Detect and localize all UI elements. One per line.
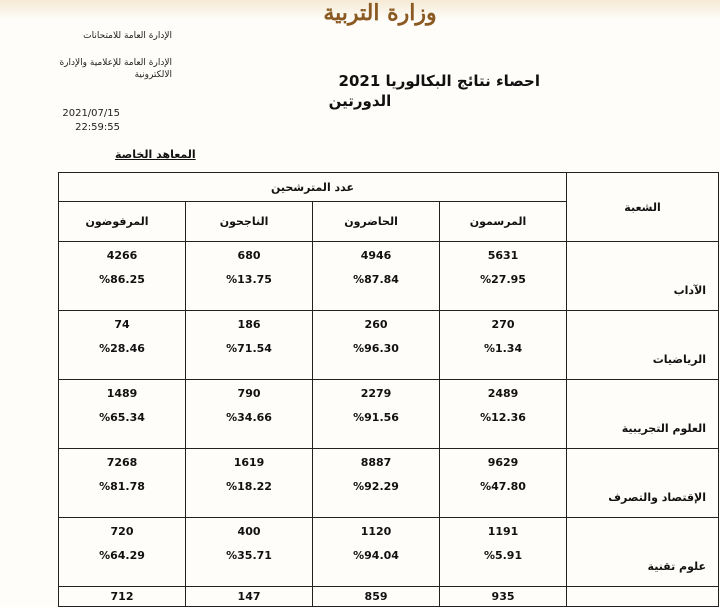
table-row <box>59 311 719 380</box>
rejected-percent: %86.25 <box>99 273 145 286</box>
passed-cell <box>186 518 313 587</box>
present-percent: %91.56 <box>353 411 399 424</box>
branch-cell <box>567 587 719 607</box>
registered-count: 5631 <box>487 249 519 262</box>
passed-count: 186 <box>237 318 261 331</box>
registered-count: 2489 <box>487 387 519 400</box>
branch-name: علوم تقنية <box>567 518 719 587</box>
passed-percent: %71.54 <box>226 342 272 355</box>
rejected-cell <box>59 518 186 587</box>
results-table <box>58 172 719 607</box>
branch-name: الرياضيات <box>567 311 719 380</box>
registered-percent: %12.36 <box>480 411 526 424</box>
passed-count: 147 <box>237 589 261 603</box>
registered-cell <box>440 587 567 607</box>
present-count: 2279 <box>360 387 392 400</box>
ministry-logo-text: وزارة التربية <box>323 0 437 26</box>
col-header-registered: المرسمون <box>440 202 567 242</box>
rejected-count: 712 <box>110 589 134 603</box>
present-cell <box>313 449 440 518</box>
passed-cell <box>186 380 313 449</box>
registered-cell <box>440 380 567 449</box>
registered-cell <box>440 449 567 518</box>
rejected-count: 74 <box>114 318 130 331</box>
registered-count: 1191 <box>487 525 519 538</box>
passed-cell <box>186 311 313 380</box>
candidates-group-header: عدد المترشحين <box>59 173 567 202</box>
branch-name: العلوم التجريبية <box>567 380 719 449</box>
branch-column-header: الشعبة <box>567 173 719 242</box>
department-it: الإدارة العامة للإعلامية والإدارة الالكترونية <box>59 58 172 80</box>
registered-percent: %5.91 <box>483 549 523 562</box>
present-cell <box>313 311 440 380</box>
table-row-partial <box>59 587 719 607</box>
table-row <box>59 449 719 518</box>
rejected-percent: %65.34 <box>99 411 145 424</box>
passed-percent: %35.71 <box>226 549 272 562</box>
present-cell <box>313 242 440 311</box>
registered-cell <box>440 242 567 311</box>
present-cell <box>313 587 440 607</box>
rejected-cell <box>59 242 186 311</box>
passed-cell <box>186 587 313 607</box>
rejected-cell <box>59 449 186 518</box>
passed-percent: %13.75 <box>226 273 272 286</box>
passed-percent: %34.66 <box>226 411 272 424</box>
present-count: 1120 <box>360 525 392 538</box>
branch-name: الآداب <box>567 242 719 311</box>
present-percent: %96.30 <box>353 342 399 355</box>
rejected-count: 1489 <box>106 387 138 400</box>
rejected-count: 4266 <box>106 249 138 262</box>
passed-count: 790 <box>237 387 261 400</box>
passed-count: 400 <box>237 525 261 538</box>
col-header-present: الحاضرون <box>313 202 440 242</box>
rejected-cell <box>59 311 186 380</box>
present-cell <box>313 380 440 449</box>
passed-cell <box>186 449 313 518</box>
passed-count: 1619 <box>233 456 265 469</box>
rejected-cell <box>59 587 186 607</box>
present-count: 859 <box>364 589 388 603</box>
present-percent: %94.04 <box>353 549 399 562</box>
table-row <box>59 380 719 449</box>
passed-cell <box>186 242 313 311</box>
registered-count: 9629 <box>487 456 519 469</box>
registered-percent: %27.95 <box>480 273 526 286</box>
present-count: 260 <box>364 318 388 331</box>
col-header-rejected: المرفوضون <box>59 202 186 242</box>
branch-name: الإقتصاد والتصرف <box>567 449 719 518</box>
print-time: 22:59:55 <box>75 122 120 133</box>
rejected-percent: %81.78 <box>99 480 145 493</box>
registered-percent: %47.80 <box>480 480 526 493</box>
present-percent: %87.84 <box>353 273 399 286</box>
rejected-cell <box>59 380 186 449</box>
registered-cell <box>440 518 567 587</box>
document-title: احصاء نتائج البكالوريا 2021 <box>338 72 540 90</box>
document-subtitle: الدورتين <box>328 92 392 110</box>
registered-count: 270 <box>491 318 515 331</box>
registered-cell <box>440 311 567 380</box>
table-header-row <box>59 173 719 202</box>
print-date: 2021/07/15 <box>62 108 120 119</box>
passed-count: 680 <box>237 249 261 262</box>
rejected-count: 720 <box>110 525 134 538</box>
rejected-percent: %28.46 <box>99 342 145 355</box>
rejected-percent: %64.29 <box>99 549 145 562</box>
col-header-passed: الناجحون <box>186 202 313 242</box>
section-heading: المعاهد الخاصة <box>115 148 196 161</box>
table-row <box>59 242 719 311</box>
present-count: 4946 <box>360 249 392 262</box>
rejected-count: 7268 <box>106 456 138 469</box>
present-percent: %92.29 <box>353 480 399 493</box>
present-count: 8887 <box>360 456 392 469</box>
registered-percent: %1.34 <box>483 342 523 355</box>
present-cell <box>313 518 440 587</box>
passed-percent: %18.22 <box>226 480 272 493</box>
table-row <box>59 518 719 587</box>
department-exams: الإدارة العامة للامتحانات <box>83 31 172 41</box>
registered-count: 935 <box>491 589 515 603</box>
